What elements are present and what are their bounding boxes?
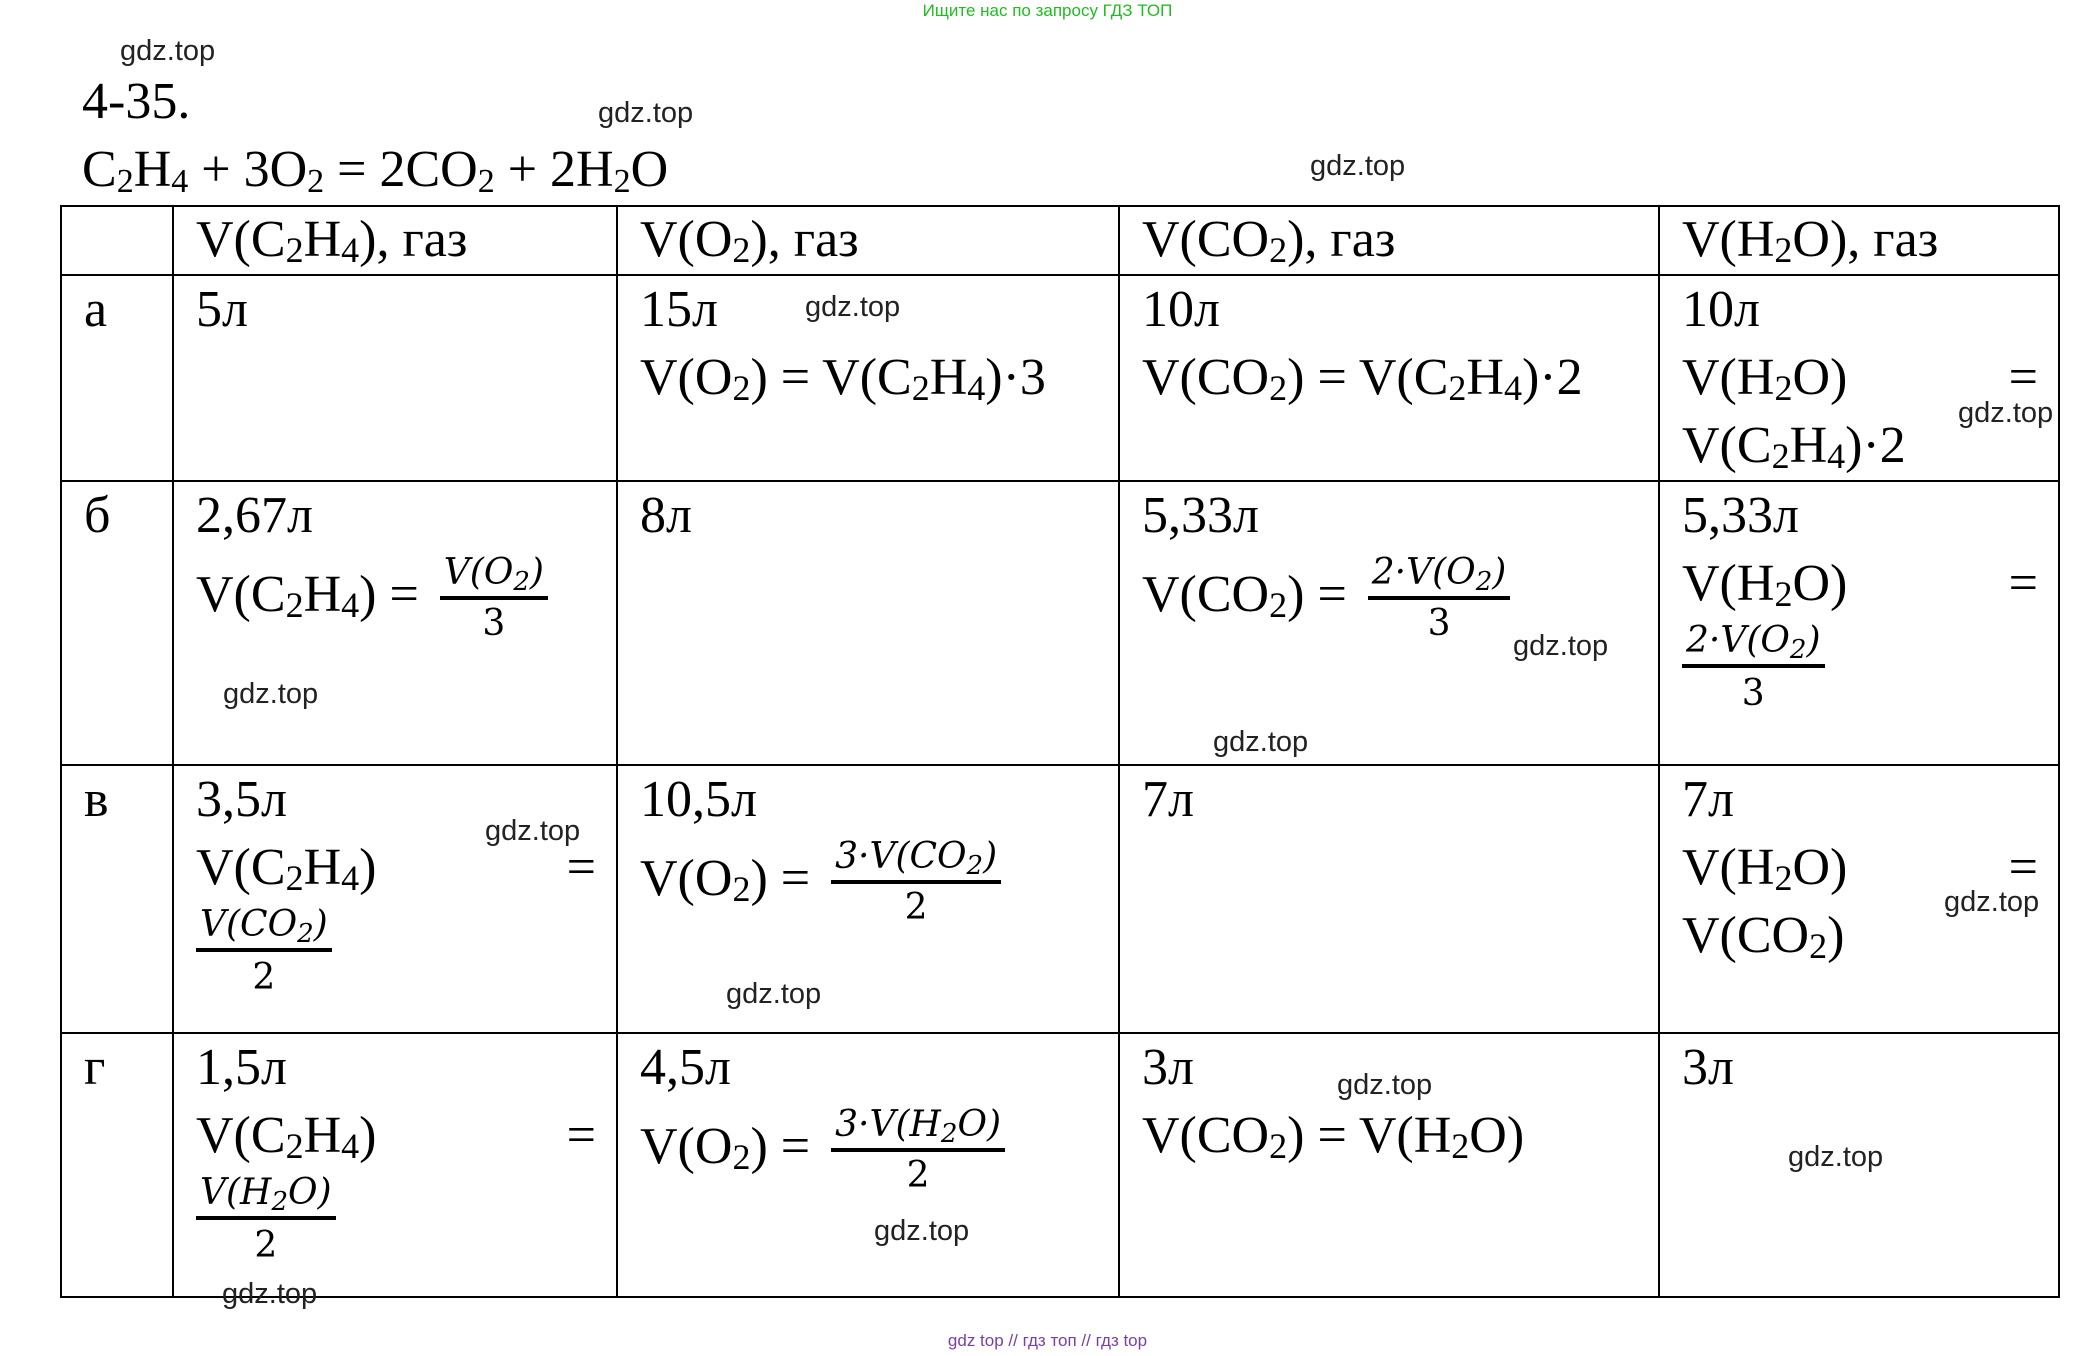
formula: $V(O_2)$ = $\frac{3\cdot V(H_2O)}{2}$ [640, 1102, 1098, 1200]
gas-volume-table [60, 205, 2060, 1298]
watermark: gdz.top [1958, 397, 2054, 429]
cell-c2h4: 1,5л $V(C_2H_4)$ = $\frac{V(H_2O)}{2}$ [173, 1033, 617, 1297]
formula: $V(H_2O)$ = [1682, 349, 2038, 408]
cell-o2: 8л [617, 481, 1119, 765]
formula: $V(CO_2) = V(C_2H_4)\cdot 2$ [1142, 349, 1583, 408]
watermark: gdz.top [1213, 726, 1309, 758]
formula: $V(O_2)$ = $\frac{3\cdot V(CO_2)}{2}$ [640, 834, 1098, 932]
formula: $V(H_2O)$ = [1682, 839, 2038, 898]
footer-links: gdz top // гдз топ // гдз top [947, 1331, 1148, 1350]
problem-number: 4-35. [82, 73, 191, 130]
cell-h2o: 5,33л $V(H_2O)$ = $\frac{2\cdot V(O_2)}{3}$ [1659, 481, 2059, 765]
watermark: gdz.top [120, 35, 216, 67]
header-v-o2: $V(O_2)$, газ [617, 206, 1119, 275]
watermark: gdz.top [805, 291, 901, 323]
cell-h2o: 10л $V(H_2O)$ = $V(C_2H_4)\cdot 2$ [1659, 275, 2059, 481]
formula: $V(O_2) = V(C_2H_4)\cdot 3$ [640, 349, 1046, 408]
cell-c2h4: 3,5л $V(C_2H_4)$ = $\frac{V(CO_2)}{2}$ [173, 765, 617, 1033]
fraction: $\frac{2\cdot V(O_2)}{3}$ [1682, 618, 1825, 720]
formula: $V(C_2H_4)$ = $\frac{V(O_2)}{3}$ [196, 550, 596, 648]
formula: $V(C_2H_4)$ = [196, 1107, 596, 1166]
header-v-c2h4: $V(C_2H_4)$, газ [173, 206, 617, 275]
watermark: gdz.top [1788, 1141, 1884, 1173]
header-v-co2: $V(CO_2)$, газ [1119, 206, 1659, 275]
fraction: $\frac{V(CO_2)}{2}$ [196, 902, 332, 1004]
fraction: $\frac{3\cdot V(CO_2)}{2}$ [831, 834, 1001, 932]
fraction: $\frac{2\cdot V(O_2)}{3}$ [1368, 550, 1511, 648]
header-empty [61, 206, 173, 275]
watermark: gdz.top [485, 815, 581, 847]
watermark: gdz.top [726, 978, 822, 1010]
cell-o2: 4,5л $V(O_2)$ = $\frac{3\cdot V(H_2O)}{2}$ [617, 1033, 1119, 1297]
cell-o2: 15л $V(O_2) = V(C_2H_4)\cdot 3$ [617, 275, 1119, 481]
table-header-row [61, 206, 2059, 275]
table-row [61, 1033, 2059, 1297]
fraction: $\frac{3\cdot V(H_2O)}{2}$ [831, 1102, 1005, 1200]
formula: $V(CO_2)$ [1682, 907, 1845, 966]
watermark: gdz.top [1944, 886, 2040, 918]
watermark: gdz.top [223, 678, 319, 710]
formula: $V(H_2O)$ = [1682, 555, 2038, 614]
table-row [61, 765, 2059, 1033]
watermark: gdz.top [1337, 1069, 1433, 1101]
watermark: gdz.top [1513, 630, 1609, 662]
table-row [61, 275, 2059, 481]
cell-co2: 7л [1119, 765, 1659, 1033]
search-banner: Ищите нас по запросу ГДЗ ТОП [922, 1, 1173, 20]
formula: $V(CO_2)$ = $\frac{2\cdot V(O_2)}{3}$ [1142, 550, 1638, 648]
row-label: б [61, 481, 173, 765]
watermark: gdz.top [598, 97, 694, 129]
fraction: $\frac{V(O_2)}{3}$ [440, 550, 548, 648]
formula: $V(C_2H_4)\cdot 2$ [1682, 417, 1906, 476]
row-label: а [61, 275, 173, 481]
header-v-h2o: $V(H_2O)$, газ [1659, 206, 2059, 275]
formula: $V(C_2H_4)$ = [196, 839, 596, 898]
cell-o2: 10,5л $V(O_2)$ = $\frac{3\cdot V(CO_2)}{2}$ [617, 765, 1119, 1033]
fraction: $\frac{V(H_2O)}{2}$ [196, 1170, 336, 1272]
cell-co2: 5,33л $V(CO_2)$ = $\frac{2\cdot V(O_2)}{3}$ [1119, 481, 1659, 765]
watermark: gdz.top [1310, 150, 1406, 182]
cell-c2h4: 2,67л $V(C_2H_4)$ = $\frac{V(O_2)}{3}$ [173, 481, 617, 765]
formula: $V(CO_2) = V(H_2O)$ [1142, 1107, 1525, 1166]
cell-co2: 10л $V(CO_2) = V(C_2H_4)\cdot 2$ [1119, 275, 1659, 481]
watermark: gdz.top [222, 1278, 318, 1310]
cell-c2h4: 5л [173, 275, 617, 481]
row-label: в [61, 765, 173, 1033]
row-label: г [61, 1033, 173, 1297]
cell-h2o: 3л [1659, 1033, 2059, 1297]
cell-co2: 3л $V(CO_2) = V(H_2O)$ [1119, 1033, 1659, 1297]
cell-h2o: 7л $V(H_2O)$ = $V(CO_2)$ [1659, 765, 2059, 1033]
table-row [61, 481, 2059, 765]
watermark: gdz.top [874, 1215, 970, 1247]
reaction-equation: $C_2H_4 + 3O_2 = 2CO_2 + 2H_2O$ [82, 141, 669, 200]
